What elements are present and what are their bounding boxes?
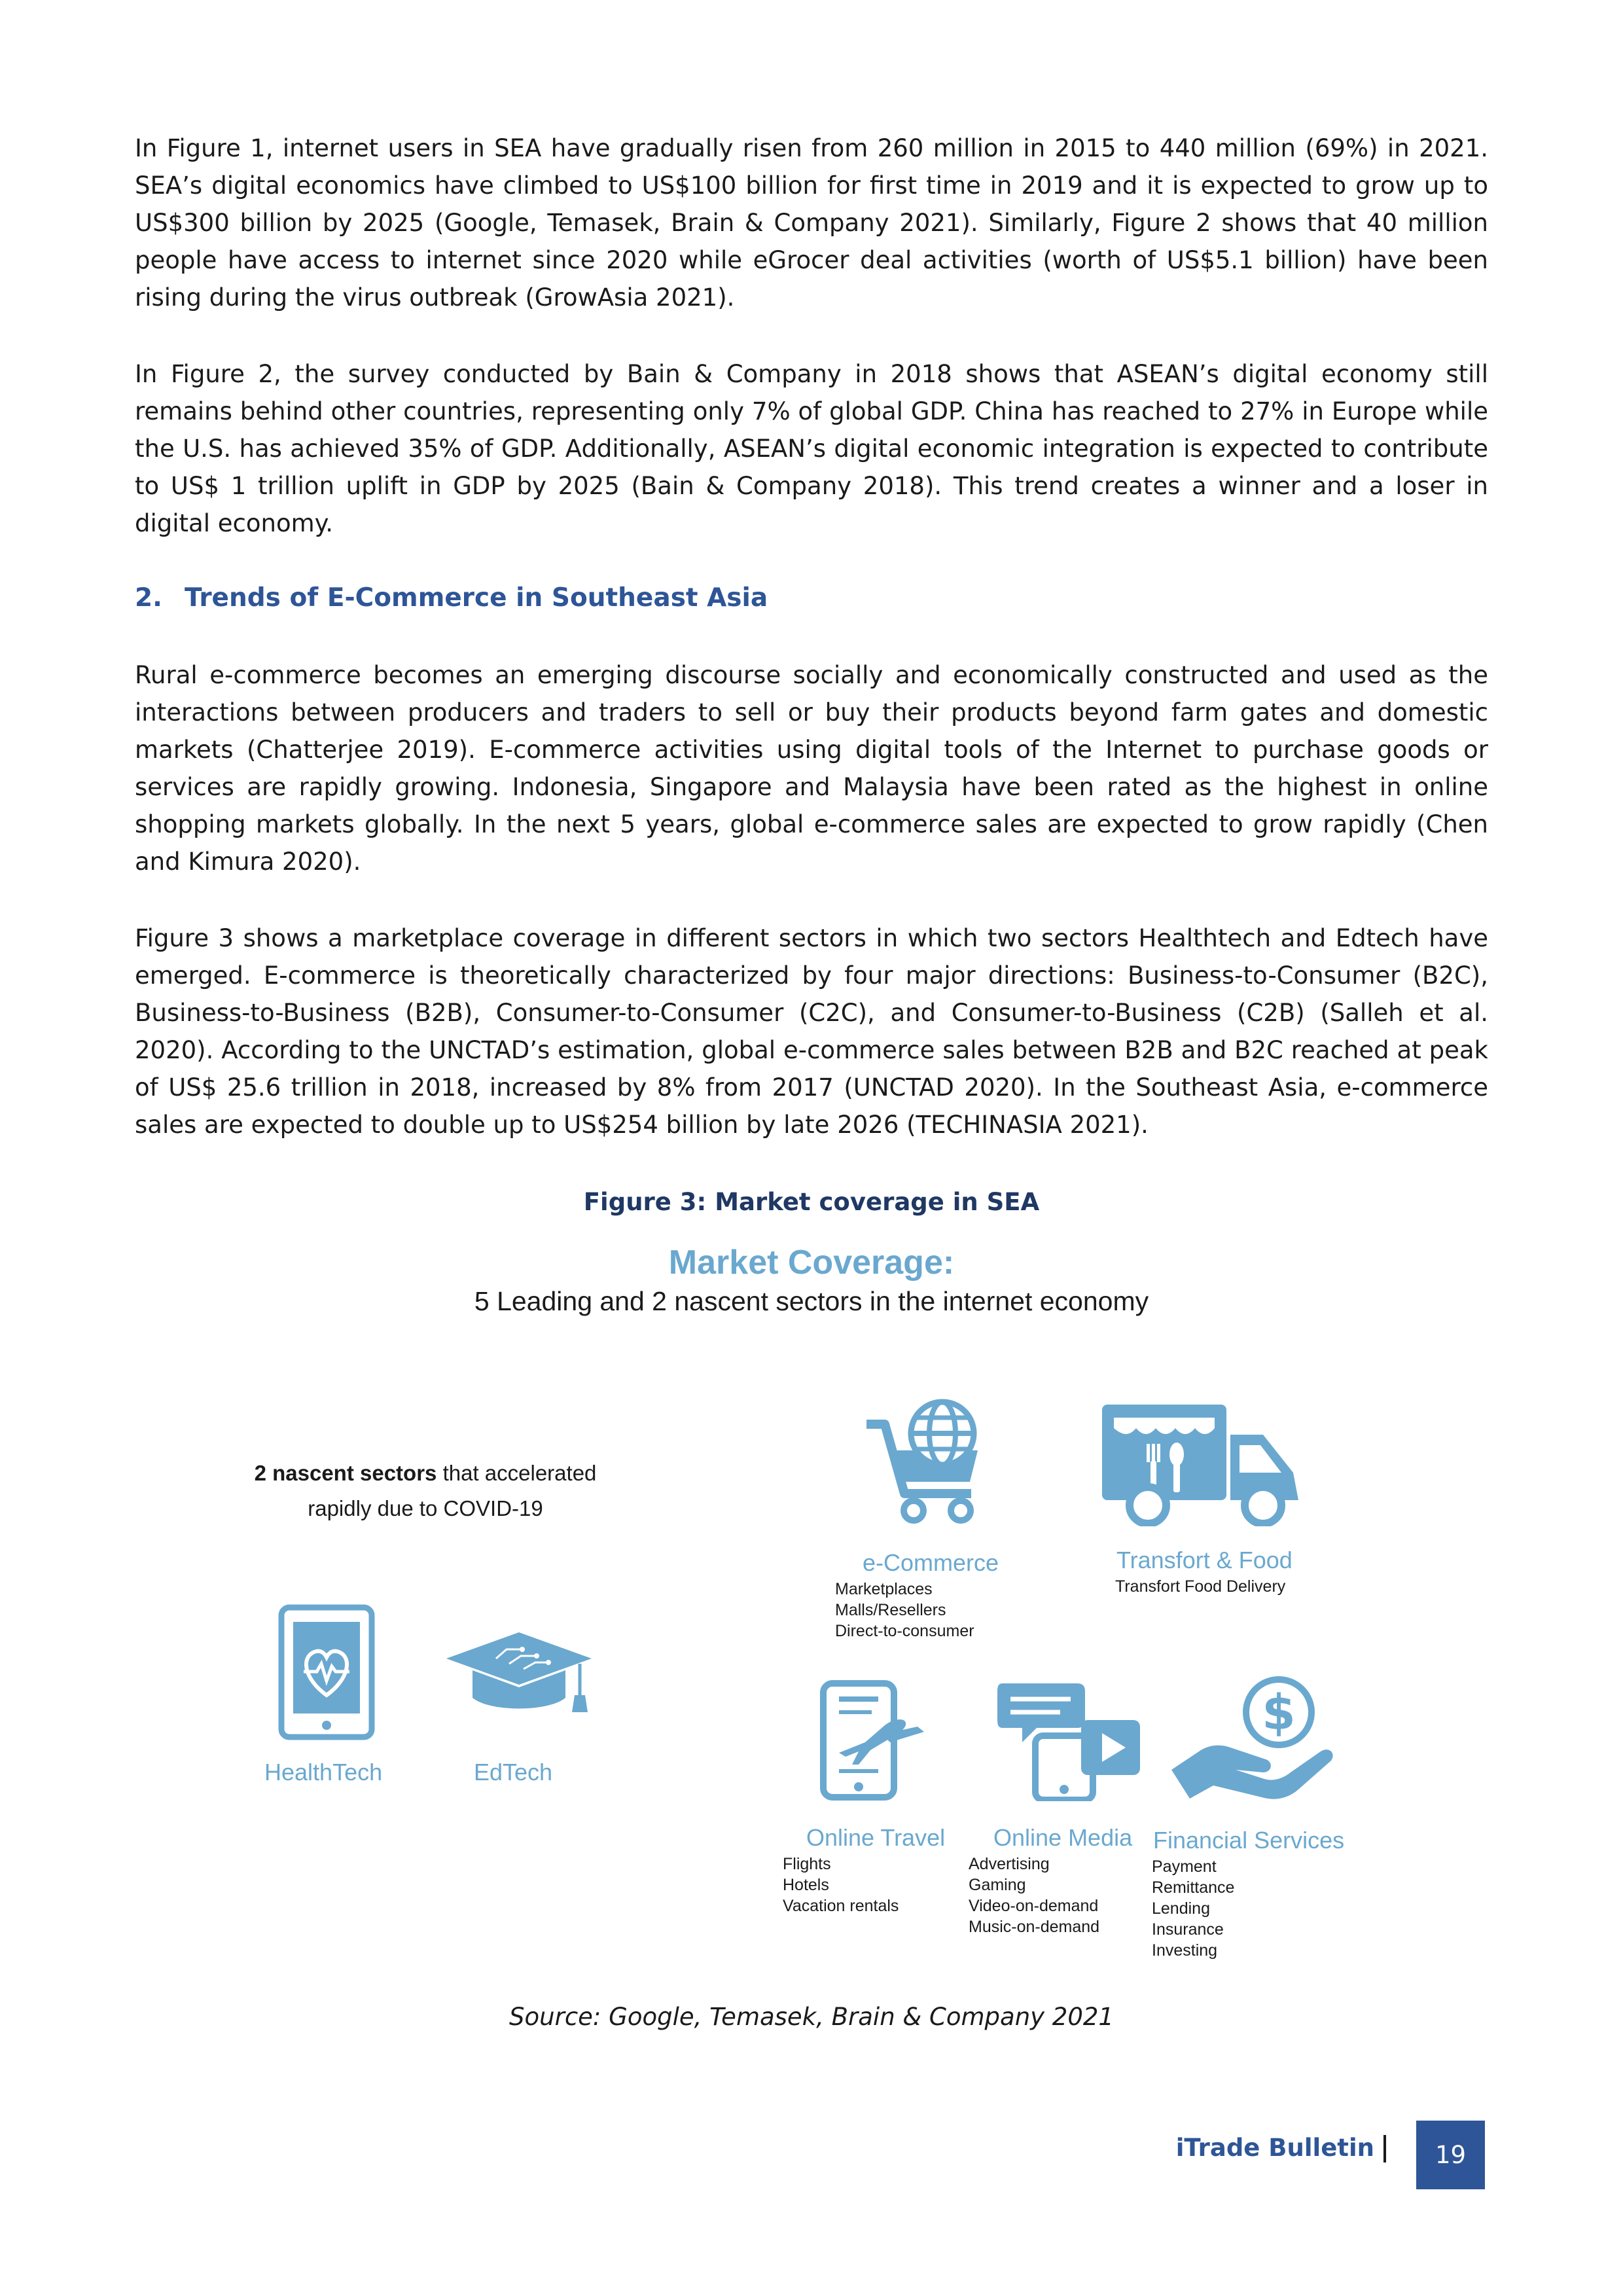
page-number: 19 xyxy=(1435,2141,1467,2169)
infographic-title: Market Coverage: xyxy=(668,1244,955,1282)
online-travel-label: Online Travel xyxy=(806,1824,946,1851)
financial-services-item: Investing xyxy=(1152,1941,1218,1960)
ecommerce-item: Malls/Resellers xyxy=(835,1601,946,1619)
section-number: 2. xyxy=(135,583,162,613)
section-heading xyxy=(135,579,768,617)
travel-phone-plane-icon xyxy=(819,1679,937,1801)
online-media-label: Online Media xyxy=(993,1824,1133,1851)
ecommerce-cart-globe-icon xyxy=(863,1395,993,1526)
transport-food-item: Transfort Food Delivery xyxy=(1115,1577,1286,1596)
financial-services-item: Remittance xyxy=(1152,1878,1235,1897)
paragraph-digital-economy: In Figure 2, the survey conducted by Bain & Company in 2018 shows that ASEAN’s digital economy still remains behind other countries, representing only 7% of global GDP. China has reached to 27% in Europe while the U.S. has achieved 35% of GDP. Additionally, ASEAN’s digital economic integration is expected to contribute to US$ 1 trillion uplift in GDP by 2025 (Bain & Company 2018). This trend creates a winner and a loser in digital economy. xyxy=(135,360,1488,537)
nascent-sectors-bold: 2 nascent sectors xyxy=(254,1461,437,1485)
section-title: Trends of E-Commerce in Southeast Asia xyxy=(185,583,768,613)
online-media-item: Gaming xyxy=(969,1876,1026,1894)
ecommerce-item: Direct-to-consumer xyxy=(835,1622,974,1640)
ecommerce-item: Marketplaces xyxy=(835,1580,933,1598)
paragraph-rural-ecommerce: Rural e-commerce becomes an emerging discourse socially and economically constructed and used as the interactions between producers and traders to sell or buy their products beyond farm gates and domestic markets (Chatterjee 2019). E-commerce activities using digital tools of the Internet to purchase goods or services are rapidly growing. Indonesia, Singapore and Malaysia have been rated as the highest in online shopping markets globally. In the next 5 years, global e-commerce sales are expected to grow rapidly (Chen and Kimura 2020). xyxy=(135,661,1488,876)
figure-caption: Figure 3: Market coverage in SEA xyxy=(583,1188,1040,1216)
food-truck-icon xyxy=(1099,1402,1302,1526)
ecommerce-label: e-Commerce xyxy=(863,1549,999,1576)
paragraph-internet-users: In Figure 1, internet users in SEA have gradually risen from 260 million in 2015 to 440 million (69%) in 2021. SEA’s digital economics have climbed to US$100 billion for first time in 2019 and it is expected to grow up to US$300 billion by 2025 (Google, Temasek, Brain & Company 2021). Similarly, Figure 2 shows that 40 million people have access to internet since 2020 while eGrocer deal activities (worth of US$5.1 billion) have been rising during the virus outbreak (GrowAsia 2021). xyxy=(135,134,1488,312)
online-media-item: Advertising xyxy=(969,1855,1050,1873)
infographic-subtitle: 5 Leading and 2 nascent sectors in the internet economy xyxy=(474,1286,1149,1316)
footer-divider xyxy=(1383,2135,1386,2162)
online-travel-item: Flights xyxy=(783,1855,831,1873)
edtech-graduation-cap-icon xyxy=(444,1630,594,1715)
svg-text:$: $ xyxy=(1262,1685,1296,1741)
nascent-sectors-rest: that accelerated rapidly due to COVID-19 xyxy=(308,1461,597,1520)
transport-food-label: Transfort & Food xyxy=(1116,1547,1293,1573)
online-travel-item: Vacation rentals xyxy=(783,1897,899,1915)
financial-services-item: Insurance xyxy=(1152,1920,1224,1939)
figure-source: Source: Google, Temasek, Brain & Company 2021 xyxy=(509,2003,1114,2031)
nascent-sectors-note xyxy=(223,1456,628,1526)
online-media-item: Video-on-demand xyxy=(969,1897,1099,1915)
page-number-badge xyxy=(1416,2121,1485,2189)
healthtech-tablet-icon xyxy=(277,1604,376,1741)
edtech-label: EdTech xyxy=(474,1759,553,1785)
media-chat-play-icon xyxy=(997,1679,1143,1801)
healthtech-label: HealthTech xyxy=(264,1759,383,1785)
financial-services-item: Payment xyxy=(1152,1857,1217,1876)
online-media-item: Music-on-demand xyxy=(969,1918,1100,1936)
publication-name: iTrade Bulletin xyxy=(1175,2134,1374,2162)
financial-services-item: Lending xyxy=(1152,1899,1210,1918)
paragraph-market-coverage: Figure 3 shows a marketplace coverage in different sectors in which two sectors Healthtech and Edtech have emerged. E-commerce is theoretically characterized by four major directions: Business-to-Consumer (B2C), Business-to-Business (B2B), Consumer-to-Consumer (C2C), and Consumer-to-Business (C2B) (Salleh et al. 2020). According to the UNCTAD’s estimation, global e-commerce sales between B2B and B2C reached at peak of US$ 25.6 trillion in 2018, increased by 8% from 2017 (UNCTAD 2020). In the Southeast Asia, e-commerce sales are expected to double up to US$254 billion by late 2026 (TECHINASIA 2021). xyxy=(135,924,1488,1139)
hand-dollar-coin-icon xyxy=(1168,1674,1338,1805)
financial-services-label: Financial Services xyxy=(1153,1827,1345,1854)
online-travel-item: Hotels xyxy=(783,1876,829,1894)
